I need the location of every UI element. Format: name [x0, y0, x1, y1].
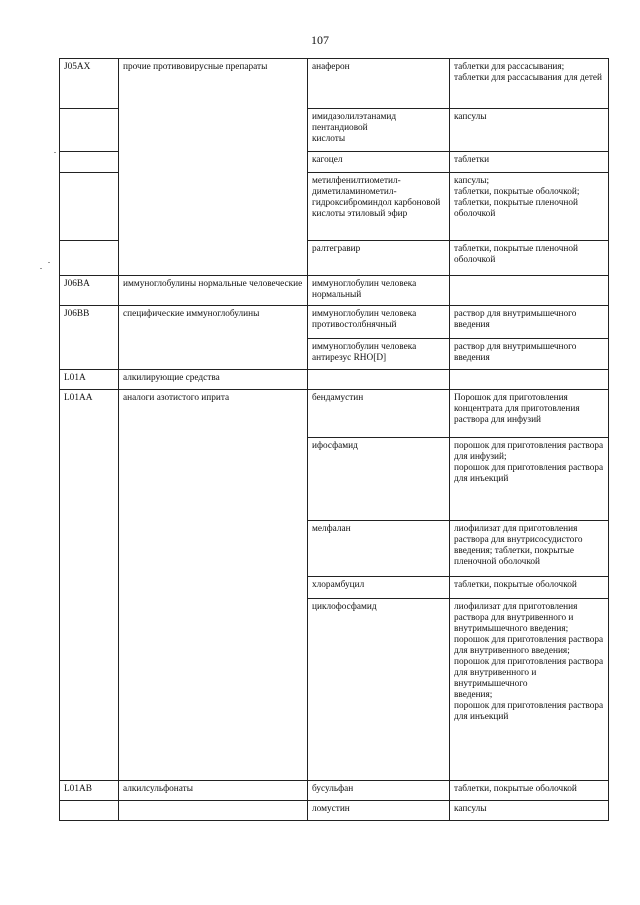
table-row [60, 370, 609, 390]
dosage-form-cell: лиофилизат для приготовления раствора для внутрисосудистого введения; таблетки, покрытые пленочной оболочкой [450, 521, 609, 577]
drug-name-cell: ралтегравир [308, 241, 450, 276]
atc-code-cell: L01A [60, 370, 119, 390]
drug-name-cell: бусульфан [308, 781, 450, 801]
atc-code-cell: L01AA [60, 390, 119, 781]
dosage-form-cell: таблетки, покрытые оболочкой [450, 781, 609, 801]
dosage-form-cell: таблетки [450, 152, 609, 173]
atc-group-cell: алкилсульфонаты [119, 781, 308, 801]
drug-name-cell: иммуноглобулин человека антирезус RHO[D] [308, 339, 450, 370]
atc-code-cell [60, 152, 119, 173]
drug-name-cell: имидазолилэтанамид пентандиовой кислоты [308, 109, 450, 152]
drug-name-cell: хлорамбуцил [308, 577, 450, 599]
drug-name-cell: циклофосфамид [308, 599, 450, 781]
atc-code-cell: J06BB [60, 306, 119, 370]
atc-group-cell: специфические иммуноглобулины [119, 306, 308, 370]
atc-code-cell [60, 801, 119, 821]
dosage-form-cell [450, 276, 609, 306]
table-row [60, 390, 609, 438]
drug-name-cell: бендамустин [308, 390, 450, 438]
dosage-form-cell: порошок для приготовления раствора для инфузий; порошок для приготовления раствора для инъекций [450, 438, 609, 521]
drug-name-cell: мелфалан [308, 521, 450, 577]
dosage-form-cell: капсулы [450, 109, 609, 152]
atc-code-cell [60, 173, 119, 241]
atc-code-cell: L01AB [60, 781, 119, 801]
atc-group-cell: иммуноглобулины нормальные человеческие [119, 276, 308, 306]
table-row [60, 781, 609, 801]
dosage-form-cell: капсулы; таблетки, покрытые оболочкой; таблетки, покрытые пленочной оболочкой [450, 173, 609, 241]
table-row [60, 59, 609, 109]
dosage-form-cell: лиофилизат для приготовления раствора для внутривенного и внутримышечного введения; порошок для приготовления раствора для внутривенного введения; порошок для приготовления раствора для внутривенного и внутримышечного введения; порошок для приготовления раствора для инъекций [450, 599, 609, 781]
dosage-form-cell: таблетки, покрытые оболочкой [450, 577, 609, 599]
dosage-form-cell: капсулы [450, 801, 609, 821]
atc-code-cell [60, 109, 119, 152]
dosage-form-cell: таблетки для рассасывания; таблетки для рассасывания для детей [450, 59, 609, 109]
drug-name-cell: анаферон [308, 59, 450, 109]
drug-name-cell: ифосфамид [308, 438, 450, 521]
scan-speck [54, 152, 56, 153]
drug-name-cell: ломустин [308, 801, 450, 821]
drug-name-cell: кагоцел [308, 152, 450, 173]
atc-group-cell: прочие противовирусные препараты [119, 59, 308, 276]
scan-speck [40, 268, 42, 269]
dosage-form-cell: Порошок для приготовления концентрата для приготовления раствора для инфузий [450, 390, 609, 438]
drug-name-cell: иммуноглобулин человека нормальный [308, 276, 450, 306]
table-row [60, 276, 609, 306]
dosage-form-cell: раствор для внутримышечного введения [450, 306, 609, 339]
dosage-form-cell [450, 370, 609, 390]
atc-group-cell [119, 801, 308, 821]
drug-name-cell: иммуноглобулин человека противостолбнячный [308, 306, 450, 339]
table-row [60, 306, 609, 339]
atc-group-cell: аналоги азотистого иприта [119, 390, 308, 781]
atc-code-cell: J06BA [60, 276, 119, 306]
atc-group-cell: алкилирующие средства [119, 370, 308, 390]
drug-name-cell: метилфенилтиометил-диметиламинометил-гидроксиброминдол карбоновой кислоты этиловый эфир [308, 173, 450, 241]
drug-registry-table [59, 58, 609, 821]
dosage-form-cell: раствор для внутримышечного введения [450, 339, 609, 370]
drug-name-cell [308, 370, 450, 390]
atc-code-cell [60, 241, 119, 276]
dosage-form-cell: таблетки, покрытые пленочной оболочкой [450, 241, 609, 276]
atc-code-cell: J05AX [60, 59, 119, 109]
scan-speck [48, 262, 50, 263]
table-row [60, 801, 609, 821]
page-number: 107 [311, 33, 329, 47]
